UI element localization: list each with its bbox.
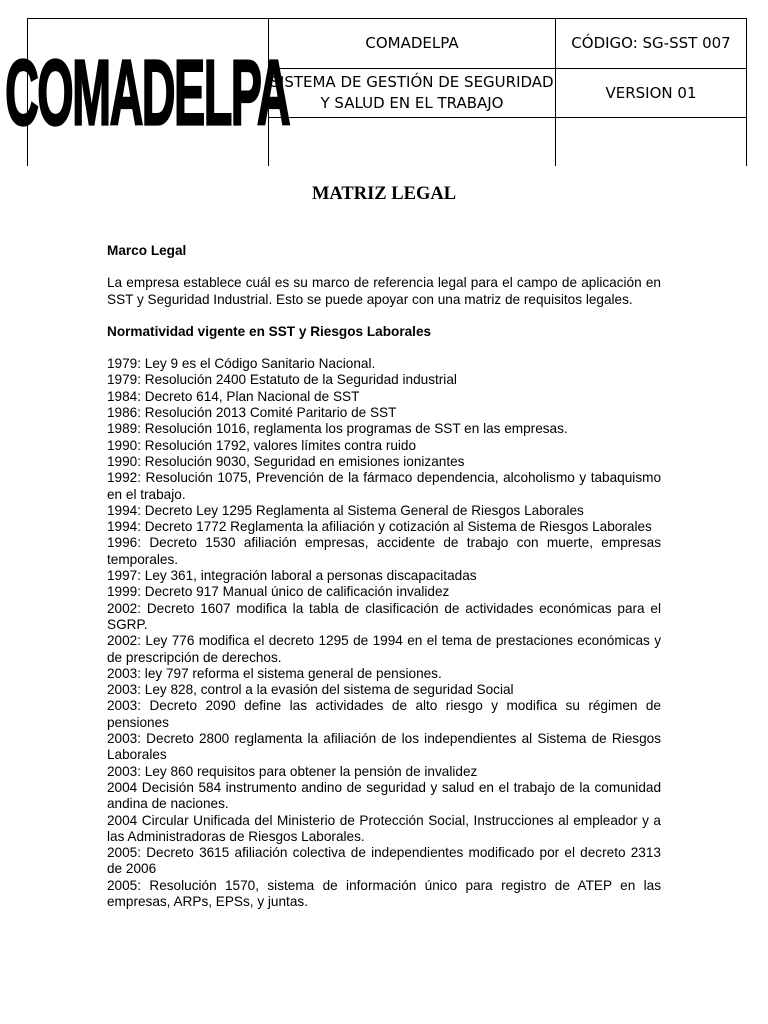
legal-entry: 2003: Decreto 2800 reglamenta la afiliación de los independientes al Sistema de Riesgos Laborales: [107, 731, 661, 763]
legal-entry: 1986: Resolución 2013 Comité Paritario de SST: [107, 405, 397, 421]
document-title: MATRIZ LEGAL: [311, 184, 457, 204]
company-logo: COMADELPA: [5, 40, 290, 144]
legal-entry: 2005: Decreto 3615 afiliación colectiva de independientes modificado por el decreto 2313 de 2006: [107, 845, 661, 877]
legal-entry: 2003: Decreto 2090 define las actividades de alto riesgo y modifica su régimen de pensiones: [107, 698, 661, 730]
legal-entry: 2003: ley 797 reforma el sistema general de pensiones.: [107, 665, 442, 681]
legal-entry: 1992: Resolución 1075, Prevención de la fármaco dependencia, alcoholismo y tabaquismo en el trabajo.: [107, 470, 661, 502]
logo-cell: [5, 18, 290, 166]
company-name: COMADELPA: [365, 34, 459, 52]
legal-entry: 2004 Circular Unificada del Ministerio de Protección Social, Instrucciones al empleador y a las Administradoras de Riesgos Laborales.: [107, 812, 661, 844]
empty-cell: [269, 118, 555, 166]
legal-entry: 2003: Ley 828, control a la evasión del sistema de seguridad Social: [107, 682, 514, 698]
system-title: SISTEMA DE GESTIÓN DE SEGURIDAD Y SALUD EN EL TRABAJO: [270, 73, 554, 112]
empty-cell: [556, 118, 746, 166]
legal-entry: 1994: Decreto 1772 Reglamenta la afiliación y cotización al Sistema de Riesgos Laborales: [107, 519, 652, 535]
legal-entry: 1999: Decreto 917 Manual único de calificación invalidez: [107, 584, 450, 600]
document-header: [5, 18, 747, 166]
legal-entry: 2005: Resolución 1570, sistema de información único para registro de ATEP en las empresas, ARPs, EPSs, y juntas.: [107, 877, 661, 909]
legal-entry: 2002: Decreto 1607 modifica la tabla de clasificación de actividades económicas para el SGRP.: [107, 600, 661, 632]
legal-entry: 1990: Resolución 1792, valores límites contra ruido: [107, 437, 417, 453]
legal-entry: 1984: Decreto 614, Plan Nacional de SST: [107, 388, 360, 404]
legal-entry: 1994: Decreto Ley 1295 Reglamenta al Sistema General de Riesgos Laborales: [107, 502, 584, 518]
legal-entry: 1979: Ley 9 es el Código Sanitario Nacional.: [107, 356, 376, 372]
legal-entry: 2003: Ley 860 requisitos para obtener la pensión de invalidez: [107, 763, 478, 779]
document-version: VERSION 01: [605, 83, 697, 102]
section-heading-marco-legal: Marco Legal: [107, 243, 187, 258]
document-code: CÓDIGO: SG-SST 007: [571, 34, 731, 52]
legal-entries-list: [107, 356, 661, 910]
legal-entry: 1990: Resolución 9030, Seguridad en emisiones ionizantes: [107, 453, 465, 469]
legal-entry: 1979: Resolución 2400 Estatuto de la Seguridad industrial: [107, 372, 457, 388]
section-heading-normatividad: Normatividad vigente en SST y Riesgos Laborales: [107, 323, 432, 339]
legal-entry: 2002: Ley 776 modifica el decreto 1295 de 1994 en el tema de prestaciones económicas y de prescripción de derechos.: [107, 633, 661, 665]
document-body: [107, 243, 661, 910]
legal-entry: 2004 Decisión 584 instrumento andino de seguridad y salud en el trabajo de la comunidad andina de naciones.: [107, 779, 661, 812]
legal-entry: 1989: Resolución 1016, reglamenta los programas de SST en las empresas.: [107, 421, 568, 437]
legal-entry: 1997: Ley 361, integración laboral a personas discapacitadas: [107, 568, 477, 584]
legal-entry: 1996: Decreto 1530 afiliación empresas, accidente de trabajo con muerte, empresas temporales.: [107, 535, 661, 567]
section-paragraph: La empresa establece cuál es su marco de referencia legal para el campo de aplicación en SST y Seguridad Industrial. Esto se puede apoyar con una matriz de requisitos legales.: [107, 275, 661, 307]
